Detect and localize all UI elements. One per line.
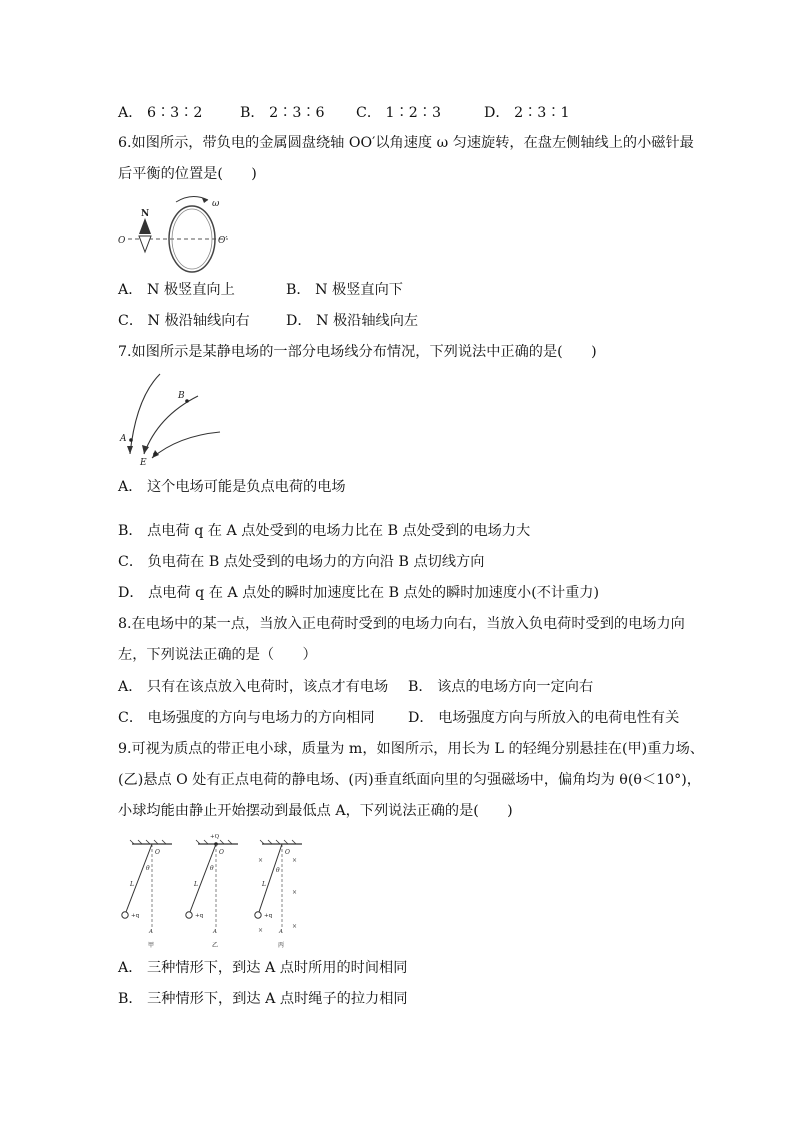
q5-option-b: B． 2∶3∶6 — [240, 105, 325, 121]
q6-label-n: N — [141, 209, 150, 219]
q9-bing-field-mark-3: × — [292, 889, 298, 896]
q7-option-b: B． 点电荷 q 在 A 点处受到的电场力比在 B 点处受到的电场力大 — [118, 523, 531, 539]
q9-bing-field-mark-5: × — [292, 923, 298, 930]
q9-jia-label-l: L — [130, 881, 134, 888]
q9-jia-caption: 甲 — [148, 942, 155, 949]
q9-bing-label-l: L — [262, 881, 266, 888]
q9-stem-line2: (乙)悬点 O 处有正点电荷的静电场、(丙)垂直纸面向里的匀强磁场中，偏角均为 θ(θ＜10°)， — [118, 772, 701, 788]
q9-bing-caption: 丙 — [278, 942, 285, 949]
q9-yi-label-theta: θ — [210, 865, 214, 872]
q9-bing-field-mark-4: × — [258, 927, 264, 934]
q9-option-a: A． 三种情形下，到达 A 点时所用的时间相同 — [118, 960, 408, 976]
q7-option-d: D． 点电荷 q 在 A 点处的瞬时加速度比在 B 点处的瞬时加速度小(不计重力) — [118, 585, 600, 601]
q9-panel-bing — [255, 840, 302, 949]
q9-bing-field-mark-2: × — [292, 857, 298, 864]
q8-stem-line1: 8.在电场中的某一点，当放入正电荷时受到的电场力向右，当放入负电荷时受到的电场力向 — [118, 616, 685, 632]
q8-option-b: B． 该点的电场方向一定向右 — [408, 679, 594, 695]
q7-option-a: A． 这个电场可能是负点电荷的电场 — [118, 479, 346, 495]
q6-figure — [116, 190, 236, 276]
q9-bing-label-q: +q — [264, 913, 273, 919]
q9-jia-label-o: O — [155, 849, 160, 856]
q9-bing-label-o: O — [285, 849, 290, 856]
q9-bing-label-theta: θ — [276, 867, 280, 874]
q9-figure — [112, 832, 318, 950]
q6-label-o-prime: O′ — [218, 236, 228, 246]
q9-stem-line1: 9.可视为质点的带正电小球，质量为 m，如图所示，用长为 L 的轻绳分别悬挂在(甲)重力场、 — [118, 741, 704, 757]
q6-option-c: C． N 极沿轴线向右 — [118, 313, 250, 329]
q6-option-d: D． N 极沿轴线向左 — [286, 313, 419, 329]
q9-yi-label-top: +Q — [210, 834, 220, 840]
q6-label-o: O — [118, 236, 126, 246]
q6-option-b: B． N 极竖直向下 — [286, 282, 403, 298]
q8-option-c: C． 电场强度的方向与电场力的方向相同 — [118, 710, 375, 726]
q7-figure — [116, 368, 228, 468]
q5-option-d: D． 2∶3∶1 — [484, 105, 570, 121]
q8-option-a: A． 只有在该点放入电荷时，该点才有电场 — [118, 679, 389, 695]
q6-stem-line2: 后平衡的位置是( ) — [118, 166, 257, 182]
q9-yi-label-q: +q — [195, 913, 204, 919]
q9-option-b: B． 三种情形下，到达 A 点时绳子的拉力相同 — [118, 991, 408, 1007]
q8-stem-line2: 左，下列说法正确的是（ ） — [118, 647, 317, 663]
q9-jia-label-theta: θ — [146, 865, 150, 872]
q9-bing-label-a: A — [279, 929, 283, 935]
q5-option-c: C． 1∶2∶3 — [356, 105, 442, 121]
q9-jia-label-q: +q — [131, 913, 140, 919]
q7-stem: 7.如图所示是某静电场的一部分电场线分布情况，下列说法中正确的是( ) — [118, 344, 597, 360]
q6-option-a: A． N 极竖直向上 — [118, 282, 235, 298]
q7-label-e: E — [140, 458, 147, 468]
q9-panel-yi — [186, 834, 238, 949]
q9-jia-label-a: A — [149, 929, 153, 935]
q9-panel-jia — [122, 840, 172, 949]
q7-label-b: B — [178, 391, 185, 401]
q9-yi-label-a: A — [213, 929, 217, 935]
q9-stem-line3: 小球均能由静止开始摆动到最低点 A，下列说法正确的是( ) — [118, 803, 513, 819]
q5-option-a: A． 6∶3∶2 — [118, 105, 203, 121]
q9-yi-label-o: O — [219, 849, 224, 856]
q9-bing-field-mark-1: × — [258, 857, 264, 864]
q8-option-d: D． 电场强度方向与所放入的电荷电性有关 — [408, 710, 680, 726]
q7-label-a: A — [120, 434, 127, 444]
q7-option-c: C． 负电荷在 B 点处受到的电场力的方向沿 B 点切线方向 — [118, 554, 485, 570]
q9-yi-caption: 乙 — [212, 942, 219, 949]
q6-stem-line1: 6.如图所示，带负电的金属圆盘绕轴 OO′以角速度 ω 匀速旋转，在盘左侧轴线上的小磁针最 — [118, 135, 694, 151]
q6-label-omega: ω — [212, 199, 220, 209]
q9-yi-label-l: L — [194, 881, 198, 888]
